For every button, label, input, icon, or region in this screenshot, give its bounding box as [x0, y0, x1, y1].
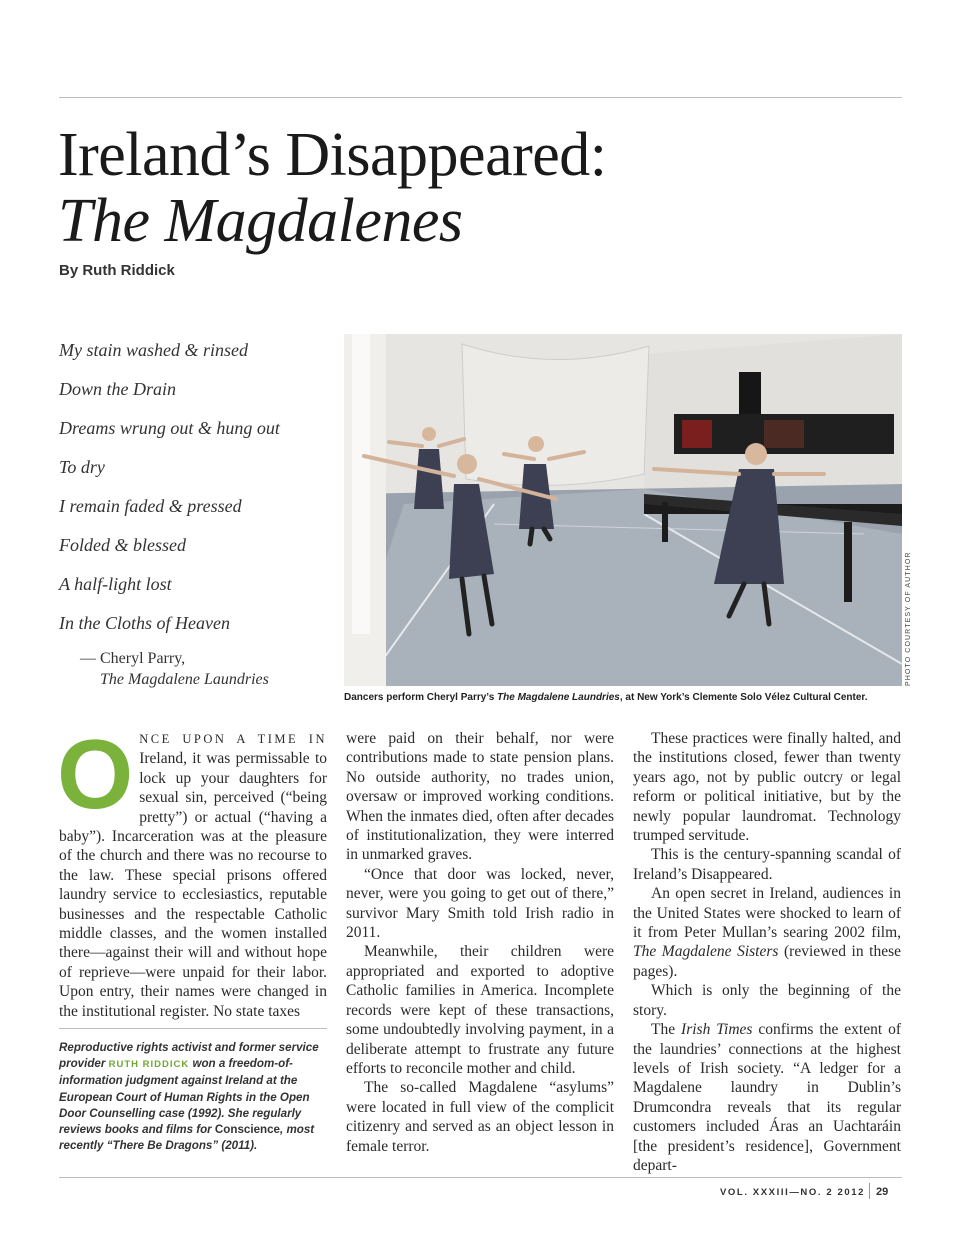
top-rule — [59, 97, 902, 98]
caption-title: The Magdalene Laundries — [497, 692, 620, 703]
dancers-photo-illustration — [344, 334, 902, 686]
paragraph-text: confirms the extent of the laundries’ connections at the highest levels of Irish society. “A ledger for a Magdalene laundry in Dublin’s Drumcondra reveals that its regular customers included Áras an Uachtaráin [the president’s residence], Government depart- — [633, 1021, 901, 1174]
epigraph-poem — [59, 337, 339, 649]
bio-text: won a freedom-of-information judgment against Ireland at the European Court of Human Rights in the Open Door Counselling case (1992). She regularly reviews books and films for — [59, 1057, 310, 1137]
poem-line: Folded & blessed — [59, 535, 186, 555]
body-paragraph — [633, 884, 901, 981]
bio-rule — [59, 1028, 327, 1029]
body-paragraph: were paid on their behalf, nor were contributions made to state pension plans. No outside authority, no trades union, oversaw or improved working conditions. When the inmates died, often after decades of institutionalization, they were interred in unmarked graves. — [346, 730, 614, 864]
issue-info: VOL. XXXIII—NO. 2 2012 — [720, 1187, 866, 1198]
article-title — [58, 122, 606, 254]
body-paragraph — [633, 1020, 901, 1175]
photo-credit: PHOTO COURTESY OF AUTHOR — [905, 551, 912, 686]
film-title: The Magdalene Sisters — [633, 943, 779, 961]
body-paragraph: The so-called Magdalene “asylums” were located in full view of the complicit citizenry and served as an object lesson in female terror. — [346, 1079, 614, 1155]
dancers-photo — [344, 334, 902, 686]
body-column-1 — [57, 719, 327, 1021]
body-column-2 — [346, 729, 614, 1156]
bio-text: , most recently “There Be Dragons” (2011). — [59, 1123, 315, 1153]
bio-magazine: Conscience — [214, 1123, 281, 1137]
attribution-work: The Magdalene Laundries — [100, 671, 269, 688]
poem-line: I remain faded & pressed — [59, 496, 242, 516]
title-line-1: Ireland’s Disappeared: — [58, 121, 607, 189]
paragraph-text: An open secret in Ireland, audiences in the United States were shocked to learn of it from Peter Mullan’s searing 2002 film, — [633, 885, 901, 942]
newspaper-title: Irish Times — [681, 1021, 753, 1039]
lead-in-smallcaps: NCE UPON A TIME IN — [139, 732, 327, 746]
caption-prefix: Dancers perform Cheryl Parry’s — [344, 692, 498, 703]
title-line-2: The Magdalenes — [58, 187, 463, 255]
byline: By Ruth Riddick — [59, 262, 175, 279]
poem-line: In the Cloths of Heaven — [59, 613, 230, 633]
paragraph-text: (reviewed in these pages). — [633, 943, 901, 980]
poem-line: To dry — [59, 457, 105, 477]
bio-author-name: RUTH RIDDICK — [108, 1059, 190, 1071]
bio-text: Reproductive rights activist and former service provider — [59, 1041, 319, 1071]
body-paragraph: “Once that door was locked, never, never, were you going to get out of there,” survivor Mary Smith told Irish radio in 2011. — [346, 865, 614, 942]
paragraph-text: Ireland, it was permissable to lock up your daughters for sexual sin, perceived (“being pretty”) or actual (“having a baby”). Incarceration was at the pleasure of the church and there was no recourse to the law. These special prisons offered laundry service to ecclesiastics, reputable businesses and the respectable Catholic middle classes, and the women installed there—against their will and without hope of reprieve—were unpaid for their labor. Upon entry, their names were changed in the institutional register. No state taxes — [59, 750, 327, 1020]
body-paragraph: This is the century-spanning scandal of Ireland’s Disappeared. — [633, 846, 901, 883]
body-paragraph: Meanwhile, their children were appropriated and exported to adoptive Catholic families in America. Incomplete records were kept of these transactions, some undoubtedly involving payment, in a deliberate attempt to frustrate any future efforts to reconcile mother and child. — [346, 943, 614, 1077]
caption-suffix: , at New York’s Clemente Solo Vélez Cultural Center. — [619, 692, 868, 703]
bottom-rule — [59, 1177, 902, 1178]
body-column-3 — [633, 729, 901, 1175]
paragraph-text: The — [651, 1021, 682, 1039]
footer-divider — [869, 1183, 870, 1199]
poem-line: A half-light lost — [59, 574, 172, 594]
body-paragraph: These practices were finally halted, and the institutions closed, fewer than twenty years ago, not by public outcry or legal reform or political initiative, but by the newly popular laundromat. Technology trumped servitude. — [633, 730, 901, 845]
poem-attribution — [80, 648, 269, 690]
attribution-author: — Cheryl Parry, — [80, 650, 186, 667]
poem-line: My stain washed & rinsed — [59, 340, 248, 360]
author-bio — [59, 1040, 329, 1154]
page-footer — [720, 1183, 888, 1199]
photo-caption — [344, 692, 904, 703]
drop-cap: O — [57, 719, 134, 829]
poem-line: Dreams wrung out & hung out — [59, 418, 280, 438]
poem-line: Down the Drain — [59, 379, 176, 399]
body-paragraph: Which is only the beginning of the story. — [633, 982, 901, 1019]
page-number: 29 — [876, 1186, 889, 1198]
